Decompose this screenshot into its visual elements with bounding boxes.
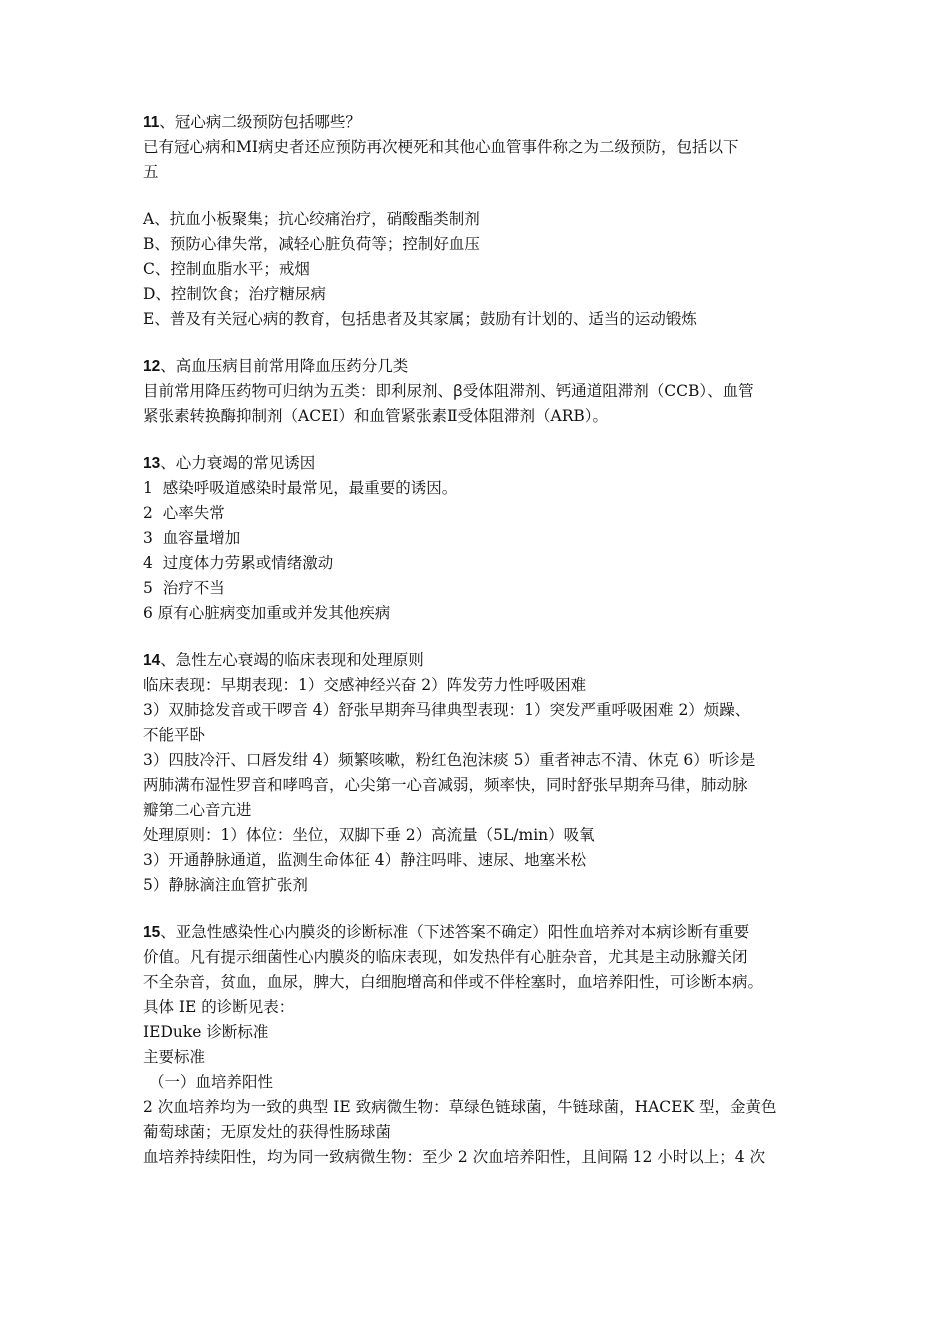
q11-title: 、冠心病二级预防包括哪些？ xyxy=(159,113,361,131)
q12-heading xyxy=(143,354,823,379)
q14-body-line: 3）开通静脉通道，监测生命体征 4）静注吗啡、速尿、地塞米松 xyxy=(143,851,587,869)
q13-heading xyxy=(143,451,823,476)
q13-item: 6 原有心脏病变加重或并发其他疾病 xyxy=(143,604,391,622)
q15-first-line: 、亚急性感染性心内膜炎的诊断标准（下述答案不确定）阳性血培养对本病诊断有重要 xyxy=(160,923,750,941)
q15-body-line: （一）血培养阳性 xyxy=(149,1073,274,1091)
q11-number: 11 xyxy=(143,114,160,131)
q14-heading xyxy=(143,648,823,673)
q14-title: 、急性左心衰竭的临床表现和处理原则 xyxy=(160,651,424,669)
q13-number: 13 xyxy=(143,455,161,472)
q12-body-line: 目前常用降压药物可归纳为五类：即利尿剂、ꞵ受体阻滞剂、钙通道阻滞剂（CCB）、血管 xyxy=(143,382,754,400)
q15-body-line: 2 次血培养均为一致的典型 IE 致病微生物：草绿色链球菌，牛链球菌，HACEK 型，金黄色 xyxy=(143,1098,777,1116)
q13-title: 、心力衰竭的常见诱因 xyxy=(160,454,316,472)
q11-heading xyxy=(143,110,823,135)
q11-item: E、普及有关冠心病的教育，包括患者及其家属；鼓励有计划的、适当的运动锻炼 xyxy=(143,310,697,328)
q11-intro-line: 已有冠心病和MI病史者还应预防再次梗死和其他心血管事件称之为二级预防，包括以下 xyxy=(143,138,739,156)
document-page xyxy=(143,110,823,1170)
q15-body-line: 不全杂音，贫血，血尿，脾大，白细胞增高和伴或不伴栓塞时，血培养阳性，可诊断本病。 xyxy=(143,973,764,991)
q13-item: 1 感染呼吸道感染时最常见，最重要的诱因。 xyxy=(143,479,458,497)
q12-title: 、高血压病目前常用降血压药分几类 xyxy=(160,357,409,375)
q11-item: A、抗血小板聚集；抗心绞痛治疗，硝酸酯类制剂 xyxy=(143,210,480,228)
q14-body-line: 3）双肺捻发音或干啰音 4）舒张早期奔马律典型表现：1）突发严重呼吸困难 2）烦躁、 xyxy=(143,701,751,719)
q14-body-line: 临床表现：早期表现：1）交感神经兴奋 2）阵发劳力性呼吸困难 xyxy=(143,676,587,694)
q11-item: D、控制饮食；治疗糖尿病 xyxy=(143,285,326,303)
q14-body-line: 3）四肢冷汗、口唇发绀 4）频繁咳嗽，粉红色泡沫痰 5）重者神志不清、休克 6）听诊是 xyxy=(143,751,756,769)
q11-item: B、预防心律失常，减轻心脏负荷等；控制好血压 xyxy=(143,235,480,253)
q11-intro-line: 五 xyxy=(143,163,159,181)
q15-body-line: 葡萄球菌；无原发灶的获得性肠球菌 xyxy=(143,1123,392,1141)
q14-body-line: 5）静脉滴注血管扩张剂 xyxy=(143,876,308,894)
q14-number: 14 xyxy=(143,652,161,669)
q15-body-line: IEDuke 诊断标准 xyxy=(143,1023,269,1041)
q15-body-line: 主要标准 xyxy=(143,1048,206,1066)
q13-item: 4 过度体力劳累或情绪激动 xyxy=(143,554,334,572)
q15-body-line: 价值。凡有提示细菌性心内膜炎的临床表现，如发热伴有心脏杂音，尤其是主动脉瓣关闭 xyxy=(143,948,748,966)
q15-body-line: 血培养持续阳性，均为同一致病微生物：至少 2 次血培养阳性，且间隔 12 小时以上；4 次 xyxy=(143,1148,766,1166)
q12-number: 12 xyxy=(143,358,161,375)
q11-item: C、控制血脂水平；戒烟 xyxy=(143,260,310,278)
q13-item: 3 血容量增加 xyxy=(143,529,241,547)
q15-body-line: 具体 IE 的诊断见表： xyxy=(143,998,295,1016)
q14-body-line: 处理原则：1）体位：坐位，双脚下垂 2）高流量（5L/min）吸氧 xyxy=(143,826,595,844)
q14-body-line: 两肺满布湿性罗音和哮鸣音，心尖第一心音减弱，频率快，同时舒张早期奔马律，肺动脉 xyxy=(143,776,748,794)
q13-item: 2 心率失常 xyxy=(143,504,225,522)
q14-body-line: 瓣第二心音亢进 xyxy=(143,801,252,819)
q13-item: 5 治疗不当 xyxy=(143,579,225,597)
q12-body-line: 紧张素转换酶抑制剂（ACEI）和血管紧张素Ⅱ受体阻滞剂（ARB）。 xyxy=(143,407,609,425)
q14-body-line: 不能平卧 xyxy=(143,726,206,744)
q15-number: 15 xyxy=(143,924,161,941)
q15-heading xyxy=(143,920,823,945)
